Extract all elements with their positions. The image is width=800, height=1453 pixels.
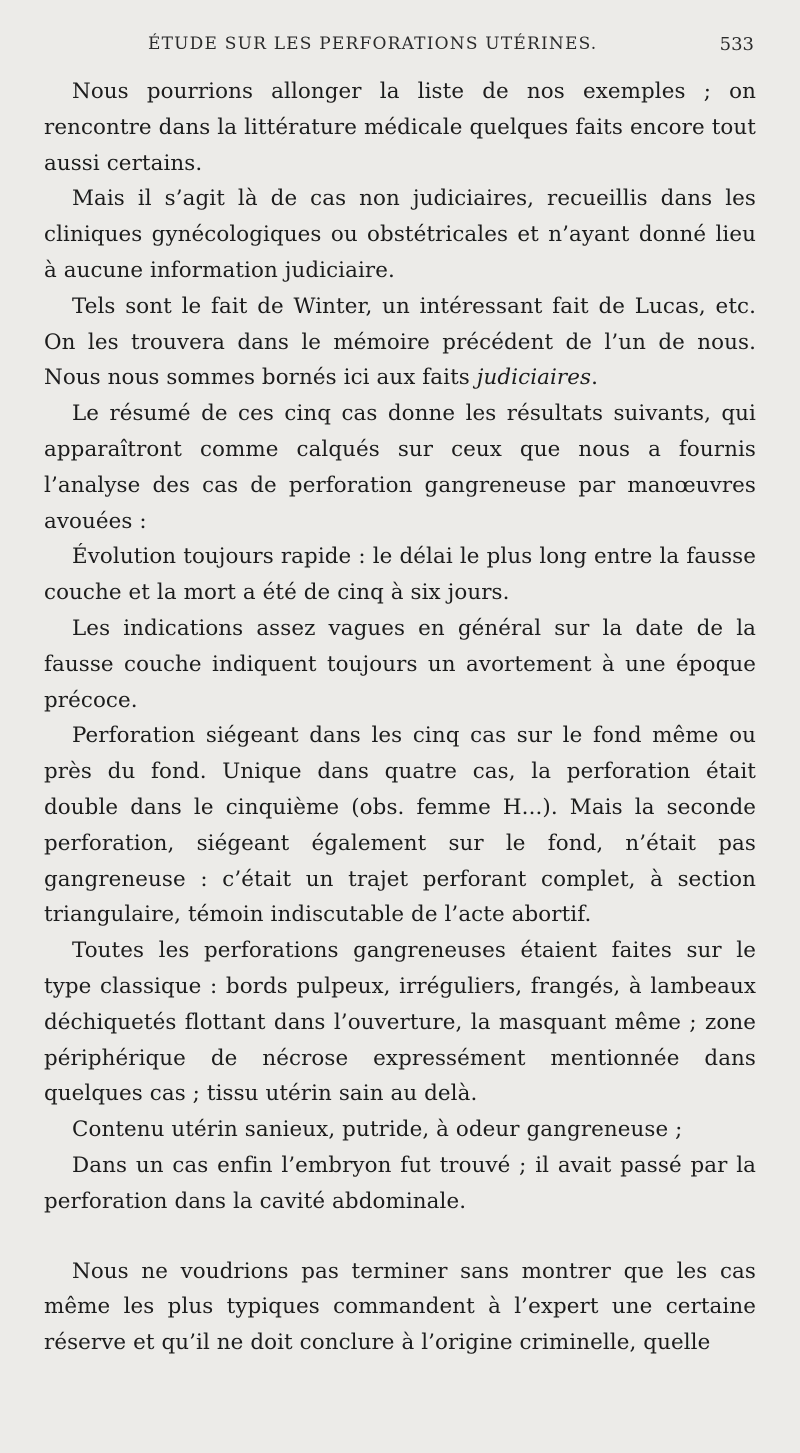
running-head xyxy=(44,34,754,60)
paragraph-7: Perforation siégeant dans les cinq cas sur le fond même ou près du fond. Unique dans quatre cas, la perforation était double dans le cinquième (obs. femme H...). Mais la seconde perforation, siégeant également sur le fond, n’était pas gangreneuse : c’était un trajet perforant complet, à section triangulaire, témoin indiscutable de l’acte abortif. xyxy=(44,723,756,928)
paragraph-11: Nous ne voudrions pas terminer sans montrer que les cas même les plus typiques commandent à l’expert une certaine réserve et qu’il ne doit conclure à l’origine criminelle, quelle xyxy=(44,1258,756,1356)
paragraph-1: Nous pourrions allonger la liste de nos exemples ; on rencontre dans la littérature médicale quelques faits encore tout aussi certains. xyxy=(44,79,756,176)
paragraph-5: Évolution toujours rapide : le délai le plus long entre la fausse couche et la mort a été de cinq à six jours. xyxy=(44,544,756,606)
paragraph-10: Dans un cas enfin l’embryon fut trouvé ; il avait passé par la perforation dans la cavité abdominale. xyxy=(44,1152,756,1214)
paragraph-3-text: Tels sont le fait de Winter, un intéressant fait de Lucas, etc. On les trouvera dans le mémoire précédent de l’un de nous. Nous nous sommes bornés ici aux faits xyxy=(44,293,756,391)
paragraph-3 xyxy=(44,289,756,396)
paragraph-4: Le résumé de ces cinq cas donne les résultats suivants, qui apparaîtront comme calqués sur ceux que nous a fournis l’analyse des cas de perforation gangreneuse par manœuvres avouées : xyxy=(44,401,756,534)
paragraph-2: Mais il s’agit là de cas non judiciaires, recueillis dans les cliniques gynécologiques ou obstétricales et n’ayant donné lieu à aucune information judiciaire. xyxy=(44,186,756,283)
paragraph-6: Les indications assez vagues en général sur la date de la fausse couche indiquent toujours un avortement à une époque précoce. xyxy=(44,615,756,713)
italic-judiciaires: judiciaires xyxy=(476,365,592,391)
paragraph-9: Contenu utérin sanieux, putride, à odeur gangreneuse ; xyxy=(72,1117,683,1143)
running-title: ÉTUDE SUR LES PERFORATIONS UTÉRINES. xyxy=(148,34,598,54)
paragraph-3-end: . xyxy=(591,365,598,391)
body-text xyxy=(44,74,756,1361)
page-number: 533 xyxy=(719,34,754,55)
paragraph-8: Toutes les perforations gangreneuses étaient faites sur le type classique : bords pulpeux, irréguliers, frangés, à lambeaux déchiquetés flottant dans l’ouverture, la masquant même ; zone périphérique de nécrose expressément mentionnée dans quelques cas ; tissu utérin sain au delà. xyxy=(44,938,756,1107)
